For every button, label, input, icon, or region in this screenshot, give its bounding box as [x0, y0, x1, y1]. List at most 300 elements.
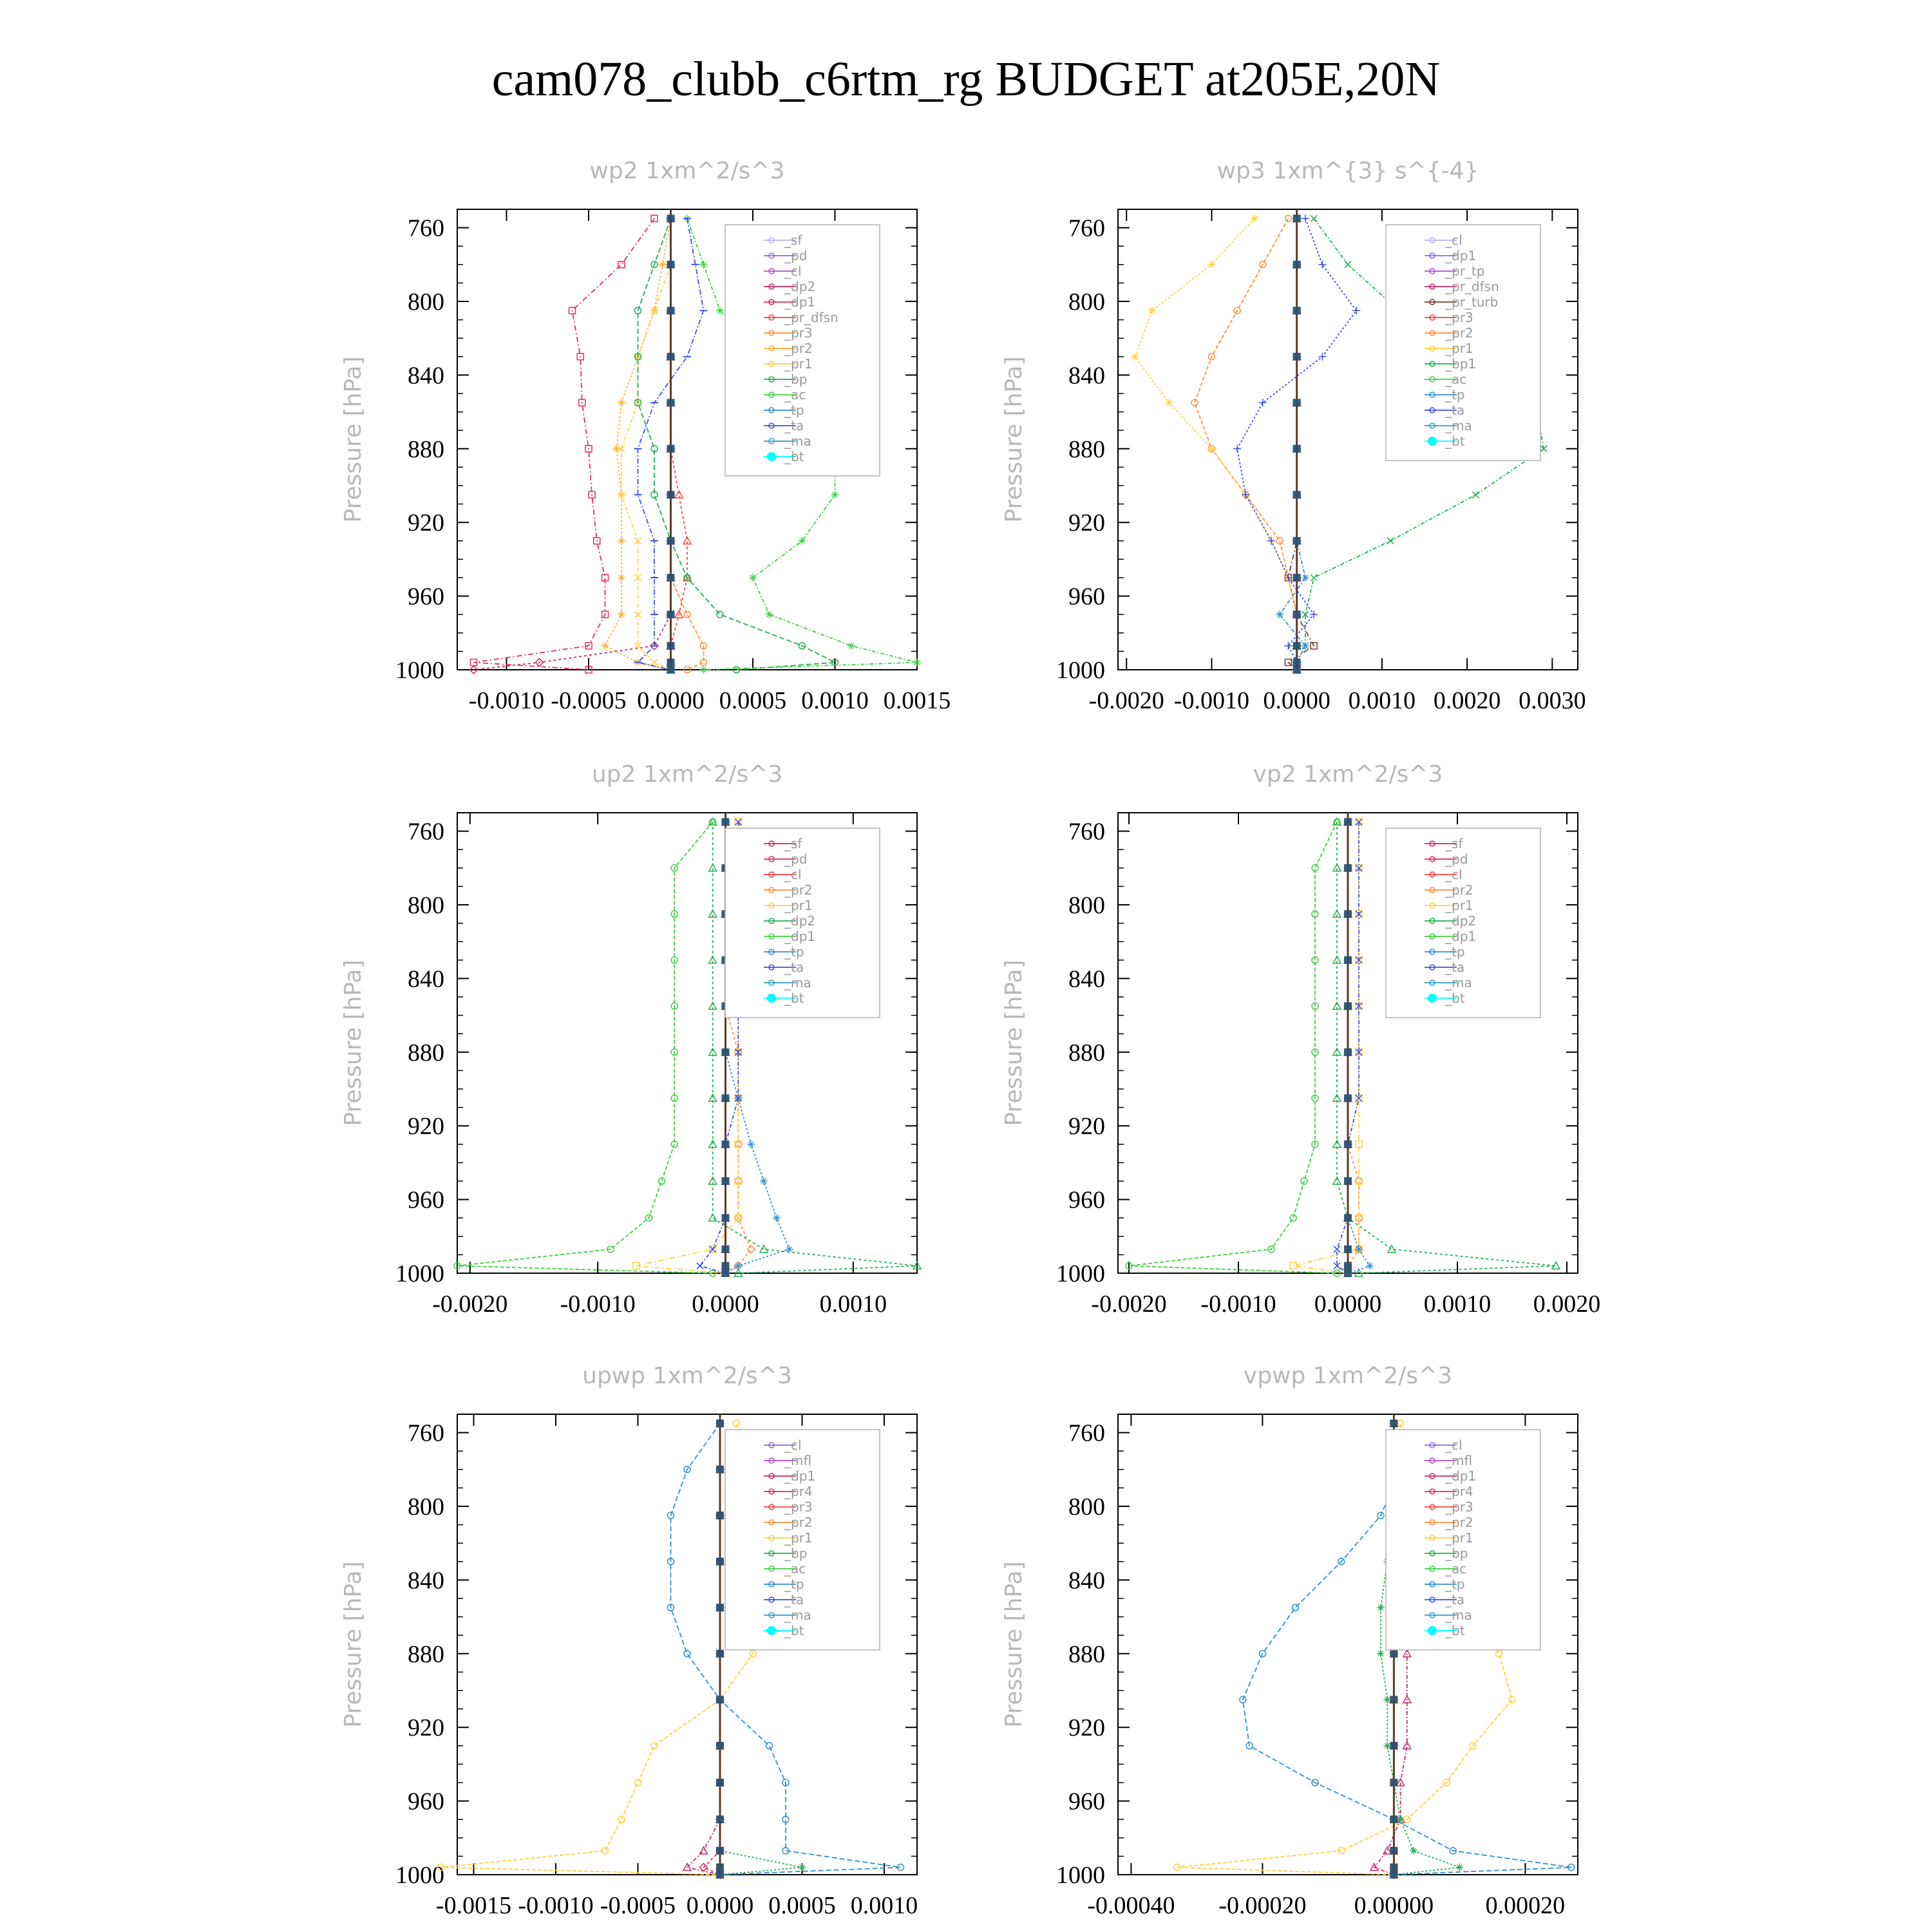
legend-label: _ac [784, 387, 806, 402]
zero-marker [1293, 611, 1301, 618]
data-point [773, 1214, 781, 1222]
legend-label: _pr1 [1445, 898, 1473, 913]
y-tick-label: 760 [1068, 818, 1105, 846]
y-tick-label: 920 [408, 509, 444, 537]
y-tick-label: 800 [1068, 1493, 1105, 1520]
legend-label: _pr1 [784, 898, 813, 913]
series-line [457, 822, 713, 1273]
data-point [710, 1246, 716, 1253]
series-dp1 [683, 1419, 724, 1878]
chart-title: wp2 1xm^2/s^3 [589, 158, 785, 184]
series-pr3 [668, 215, 707, 673]
data-point [1233, 445, 1241, 453]
y-tick-label: 1000 [395, 657, 444, 684]
y-tick-label: 760 [408, 214, 444, 242]
y-tick-label: 800 [1068, 289, 1105, 316]
data-point [635, 611, 641, 618]
data-point [1496, 1651, 1502, 1657]
series-line [474, 218, 671, 670]
y-tick-label: 880 [1068, 435, 1105, 463]
data-point [1191, 399, 1198, 406]
zero-marker [1390, 1864, 1397, 1871]
chart-panel-3 [340, 761, 921, 1318]
zero-marker [1293, 537, 1301, 545]
y-tick-label: 920 [1068, 509, 1105, 537]
series-pr2 [1191, 215, 1300, 673]
y-tick-label: 1000 [1056, 657, 1105, 684]
data-point [618, 611, 625, 618]
legend-label: _tp [784, 944, 804, 960]
legend-label: _pr2 [784, 882, 813, 898]
zero-marker [716, 1466, 724, 1473]
legend-label: _pr2 [1445, 325, 1473, 341]
legend-label: _ma [784, 433, 811, 449]
series-line [1288, 218, 1314, 670]
x-tick-label: 0.0020 [1433, 687, 1501, 714]
legend-label: _pr_tp [1445, 263, 1485, 279]
legend-label: _pr1 [784, 1530, 813, 1546]
data-point [618, 1816, 625, 1823]
zero-marker [667, 642, 675, 650]
data-point [651, 1743, 658, 1749]
legend-label: _dp2 [1445, 913, 1477, 929]
x-tick-label: -0.00040 [1087, 1892, 1175, 1919]
data-point [618, 537, 625, 545]
data-point [1148, 307, 1156, 314]
legend-label: _pr1 [1445, 1530, 1473, 1546]
legend-label: _cl [1445, 867, 1463, 882]
y-tick-label: 800 [1068, 892, 1105, 919]
legend-label: _pr1 [1445, 341, 1473, 356]
data-point [1131, 353, 1139, 361]
zero-marker [716, 1604, 724, 1611]
y-tick-label: 800 [408, 1493, 444, 1520]
zero-marker [722, 1094, 730, 1102]
y-axis-label: Pressure [hPa] [1001, 356, 1027, 523]
x-tick-label: 0.00000 [1354, 1892, 1434, 1919]
zero-marker [1344, 1269, 1352, 1277]
legend-label: _pd [1445, 851, 1468, 867]
legend-label: _pr4 [784, 1484, 813, 1499]
legend-label: _pr2 [1445, 882, 1473, 898]
x-tick-label: -0.0005 [551, 687, 627, 714]
legend-label: _ma [784, 975, 811, 990]
y-tick-label: 880 [408, 435, 444, 463]
series-pr_turb [1285, 215, 1317, 673]
series-line [687, 1423, 720, 1875]
data-point [1302, 574, 1309, 582]
data-point [601, 642, 609, 650]
legend-label: _cl [1445, 232, 1463, 248]
x-tick-label: 0.0000 [1263, 687, 1331, 714]
chart-panel-4 [1001, 761, 1600, 1318]
zero-marker [667, 445, 675, 453]
legend-label: _mfl [784, 1453, 812, 1468]
legend-label: _tp [784, 402, 804, 418]
chart-title: wp3 1xm^{3} s^{-4} [1217, 158, 1479, 184]
data-point [1345, 261, 1351, 268]
y-tick-label: 840 [408, 965, 444, 993]
x-tick-label: 0.0000 [692, 1291, 759, 1318]
data-point [1455, 1864, 1463, 1871]
data-point [1334, 1246, 1340, 1253]
y-tick-label: 880 [1068, 1640, 1105, 1668]
chart-panel-5 [340, 1363, 918, 1919]
series-line [474, 218, 655, 670]
series-dp1 [454, 819, 716, 1276]
zero-marker [716, 1650, 724, 1658]
y-tick-label: 840 [1068, 965, 1105, 993]
x-tick-label: -0.0020 [1091, 1291, 1167, 1318]
legend-marker [1428, 437, 1437, 446]
zero-marker [1293, 642, 1301, 650]
legend-label: _ta [1445, 960, 1465, 975]
data-point [1387, 538, 1394, 544]
data-point [760, 1177, 768, 1185]
legend-label: _ta [784, 418, 804, 433]
series-line [671, 218, 704, 670]
data-point [766, 1743, 773, 1749]
series-pr1 [618, 215, 674, 673]
zero-marker [667, 214, 675, 222]
legend-label: _ac [1445, 372, 1467, 387]
y-tick-label: 840 [408, 362, 444, 390]
x-tick-label: 0.0010 [801, 687, 869, 714]
data-point [1285, 215, 1291, 222]
y-tick-label: 760 [1068, 1419, 1105, 1447]
series-pr1 [438, 1420, 773, 1878]
legend-label: _ta [1445, 402, 1465, 418]
legend-label: _pr2 [784, 1515, 813, 1530]
y-axis-label: Pressure [hPa] [340, 356, 366, 523]
legend-label: _bt [1445, 990, 1465, 1006]
x-tick-label: -0.0015 [435, 1892, 512, 1919]
x-tick-label: 0.0010 [1348, 687, 1416, 714]
x-tick-label: -0.0010 [560, 1291, 636, 1318]
zero-marker [1293, 399, 1301, 406]
legend-label: _bp [784, 1546, 808, 1561]
y-tick-label: 1000 [1056, 1862, 1105, 1889]
legend-label: _sf [784, 232, 802, 248]
zero-marker [722, 818, 730, 826]
data-point [1377, 1650, 1385, 1658]
legend-label: _pd [784, 248, 808, 263]
data-point [1352, 307, 1360, 314]
legend-label: _dp1 [1445, 929, 1477, 944]
data-point [1472, 491, 1479, 498]
legend-label: _ma [1445, 1607, 1472, 1623]
zero-marker [1293, 307, 1301, 314]
zero-marker [1293, 445, 1301, 453]
zero-marker [1344, 1141, 1352, 1148]
zero-marker [722, 1177, 730, 1185]
series-dp1 [471, 215, 658, 673]
x-tick-label: -0.0010 [1173, 687, 1250, 714]
series-pr1 [1131, 214, 1300, 674]
zero-marker [1293, 214, 1301, 222]
legend-label: _bp1 [1445, 356, 1477, 372]
chart-panel-1 [340, 158, 951, 714]
x-tick-label: 0.0010 [1423, 1291, 1492, 1318]
legend-label: _ta [784, 1592, 804, 1607]
legend-label: _bt [784, 990, 804, 1006]
zero-marker [667, 399, 675, 406]
legend-label: _pr_turb [1445, 294, 1499, 310]
legend-label: _ta [784, 960, 804, 975]
series-line [1129, 822, 1337, 1273]
zero-marker [667, 261, 675, 269]
legend-label: _pr_dfsn [1445, 279, 1499, 294]
series-line [704, 1423, 721, 1875]
zero-marker [1344, 1214, 1352, 1222]
legend-marker [1428, 1626, 1437, 1635]
legend-label: _pr4 [1445, 1484, 1473, 1499]
legend-label: _pr_dfsn [784, 310, 838, 325]
zero-marker [667, 491, 675, 498]
zero-marker [1293, 574, 1301, 582]
legend-label: _tp [1445, 1577, 1465, 1592]
x-tick-label: -0.0020 [432, 1291, 508, 1318]
zero-marker [1390, 1779, 1397, 1786]
data-point [1410, 1847, 1417, 1855]
data-point [1259, 399, 1267, 406]
data-point [913, 659, 921, 667]
x-tick-label: 0.00020 [1485, 1892, 1566, 1919]
legend-label: _ma [1445, 418, 1472, 433]
data-point [1284, 574, 1292, 582]
legend-label: _dp1 [1445, 1468, 1477, 1484]
zero-marker [1390, 1650, 1397, 1658]
y-tick-label: 960 [1068, 1788, 1105, 1815]
x-tick-label: 0.0005 [768, 1892, 836, 1919]
zero-marker [667, 611, 675, 618]
zero-marker [1344, 956, 1352, 964]
data-point [635, 1779, 641, 1786]
data-point [1251, 214, 1258, 222]
data-point [786, 1245, 793, 1253]
y-tick-label: 960 [1068, 1186, 1105, 1214]
series-line [671, 218, 688, 670]
zero-marker [1293, 353, 1301, 361]
data-point [659, 261, 667, 269]
series-tp [1276, 214, 1309, 674]
zero-marker [1344, 1245, 1352, 1253]
y-tick-label: 760 [1068, 214, 1105, 242]
legend-label: _cl [1445, 1437, 1463, 1453]
zero-marker [716, 1419, 724, 1427]
zero-marker [716, 1815, 724, 1823]
legend-label: _tp [784, 1577, 804, 1592]
legend-label: _ta [1445, 1592, 1465, 1607]
legend-label: _pr3 [1445, 1499, 1473, 1515]
y-axis-label: Pressure [hPa] [340, 1561, 366, 1728]
zero-marker [1344, 818, 1352, 826]
y-tick-label: 920 [408, 1113, 444, 1141]
data-point [700, 666, 708, 674]
chart-title: vpwp 1xm^2/s^3 [1243, 1363, 1453, 1389]
data-point [1302, 214, 1309, 222]
x-tick-label: -0.0010 [468, 687, 545, 714]
data-point [1290, 1215, 1296, 1221]
data-point [1267, 537, 1275, 545]
data-point [700, 261, 708, 269]
zero-marker [667, 574, 675, 582]
series-line [605, 218, 671, 670]
data-point [697, 1263, 703, 1269]
y-tick-label: 880 [1068, 1039, 1105, 1066]
zero-marker [716, 1742, 724, 1750]
legend-label: _pr3 [1445, 310, 1473, 325]
zero-marker [722, 1262, 730, 1270]
y-tick-label: 1000 [395, 1260, 444, 1287]
y-axis-label: Pressure [hPa] [1001, 960, 1027, 1126]
y-tick-label: 1000 [395, 1862, 444, 1889]
legend-label: _sf [1445, 836, 1463, 851]
zero-marker [1344, 1094, 1352, 1102]
zero-marker [1344, 1262, 1352, 1270]
x-tick-label: -0.0010 [1200, 1291, 1276, 1318]
data-point [1292, 1604, 1298, 1611]
zero-marker [716, 1871, 724, 1879]
x-tick-label: 0.0000 [637, 687, 705, 714]
data-point [848, 642, 855, 650]
legend-label: _bp [1445, 1546, 1468, 1561]
legend-marker [767, 994, 776, 1003]
y-tick-label: 960 [1068, 583, 1105, 611]
data-point [766, 611, 773, 618]
data-point [1377, 1604, 1385, 1611]
data-point [618, 574, 625, 582]
zero-marker [667, 307, 675, 314]
x-tick-label: 0.0000 [686, 1892, 754, 1919]
legend-marker [767, 1626, 776, 1635]
legend-label: _dp1 [784, 1468, 816, 1484]
chart-panel-6 [1001, 1363, 1578, 1919]
zero-marker [716, 1779, 724, 1786]
y-tick-label: 840 [408, 1567, 444, 1595]
zero-marker [1390, 1871, 1397, 1879]
y-tick-label: 1000 [1056, 1260, 1105, 1287]
page-title: cam078_clubb_c6rtm_rg BUDGET at205E,20N [491, 52, 1441, 106]
x-tick-label: 0.0000 [1314, 1291, 1382, 1318]
x-tick-label: 0.0020 [1533, 1291, 1601, 1318]
data-point [651, 659, 658, 666]
zero-marker [716, 1511, 724, 1519]
chart-title: upwp 1xm^2/s^3 [582, 1363, 792, 1389]
y-tick-label: 960 [408, 1186, 444, 1214]
zero-marker [716, 1864, 724, 1871]
series-line [1195, 218, 1297, 670]
series-line [1135, 218, 1296, 670]
zero-marker [722, 1141, 730, 1148]
y-tick-label: 920 [1068, 1113, 1105, 1141]
x-tick-label: -0.0020 [1088, 687, 1164, 714]
data-point [717, 611, 723, 618]
legend-label: _dp1 [784, 929, 816, 944]
legend-marker [1428, 994, 1437, 1003]
data-point [684, 1651, 690, 1657]
zero-marker [1293, 666, 1301, 674]
chart-title: vp2 1xm^2/s^3 [1253, 761, 1443, 788]
zero-marker [716, 1696, 724, 1703]
legend-label: _sf [784, 836, 802, 851]
legend-label: _dp2 [784, 913, 816, 929]
y-tick-label: 880 [408, 1640, 444, 1668]
y-tick-label: 840 [1068, 1567, 1105, 1595]
y-tick-label: 960 [408, 1788, 444, 1815]
legend-label: _cl [784, 867, 802, 882]
zero-marker [667, 666, 675, 674]
legend-label: _pr3 [784, 1499, 813, 1515]
data-point [1388, 1245, 1396, 1253]
zero-marker [716, 1847, 724, 1855]
legend-label: _bt [784, 449, 804, 464]
legend-label: _pr2 [1445, 1515, 1473, 1530]
x-tick-label: 0.0010 [819, 1291, 887, 1318]
legend-label: _cl [784, 263, 802, 279]
y-axis-label: Pressure [hPa] [340, 960, 366, 1126]
y-tick-label: 760 [408, 818, 444, 846]
legend-label: _pd [784, 851, 808, 867]
series-line [1280, 218, 1305, 670]
legend-label: _tp [1445, 387, 1465, 402]
data-point [1355, 1245, 1363, 1253]
zero-marker [722, 1214, 730, 1222]
zero-marker [716, 1558, 724, 1566]
legend-label: _pr2 [784, 341, 813, 356]
zero-marker [667, 659, 675, 667]
zero-marker [1344, 1002, 1352, 1010]
data-point [1284, 642, 1292, 650]
zero-marker [667, 353, 675, 361]
zero-marker [1390, 1847, 1397, 1855]
zero-marker [667, 537, 675, 545]
series-dp1 [1126, 819, 1340, 1276]
series-line [636, 822, 739, 1273]
zero-marker [1390, 1742, 1397, 1750]
chart-panel-2 [1001, 158, 1586, 714]
data-point [684, 611, 690, 618]
series-pr1 [1290, 819, 1362, 1276]
zero-marker [1293, 261, 1301, 269]
x-tick-label: 0.0015 [883, 687, 951, 714]
legend-label: _pr1 [784, 356, 813, 372]
zero-marker [722, 1048, 730, 1056]
x-tick-label: -0.0005 [600, 1892, 676, 1919]
data-point [747, 1141, 755, 1148]
series-line [1293, 822, 1359, 1273]
zero-marker [722, 1269, 730, 1277]
legend-label: _dp1 [784, 294, 816, 310]
x-tick-label: 0.0010 [850, 1892, 918, 1919]
series-line [1348, 822, 1359, 1273]
series-pr2 [1344, 818, 1363, 1277]
x-tick-label: -0.0010 [518, 1892, 594, 1919]
zero-marker [1344, 1048, 1352, 1056]
y-tick-label: 880 [408, 1039, 444, 1066]
y-tick-label: 800 [408, 289, 444, 316]
y-tick-label: 920 [1068, 1714, 1105, 1742]
zero-marker [722, 1245, 730, 1253]
zero-marker [1390, 1696, 1397, 1703]
data-point [747, 1245, 755, 1253]
zero-marker [1293, 659, 1301, 667]
legend-label: _tp [1445, 944, 1465, 960]
data-point [831, 491, 839, 498]
data-point [1208, 445, 1215, 453]
legend-label: _cl [784, 1437, 802, 1453]
zero-marker [1344, 864, 1352, 872]
